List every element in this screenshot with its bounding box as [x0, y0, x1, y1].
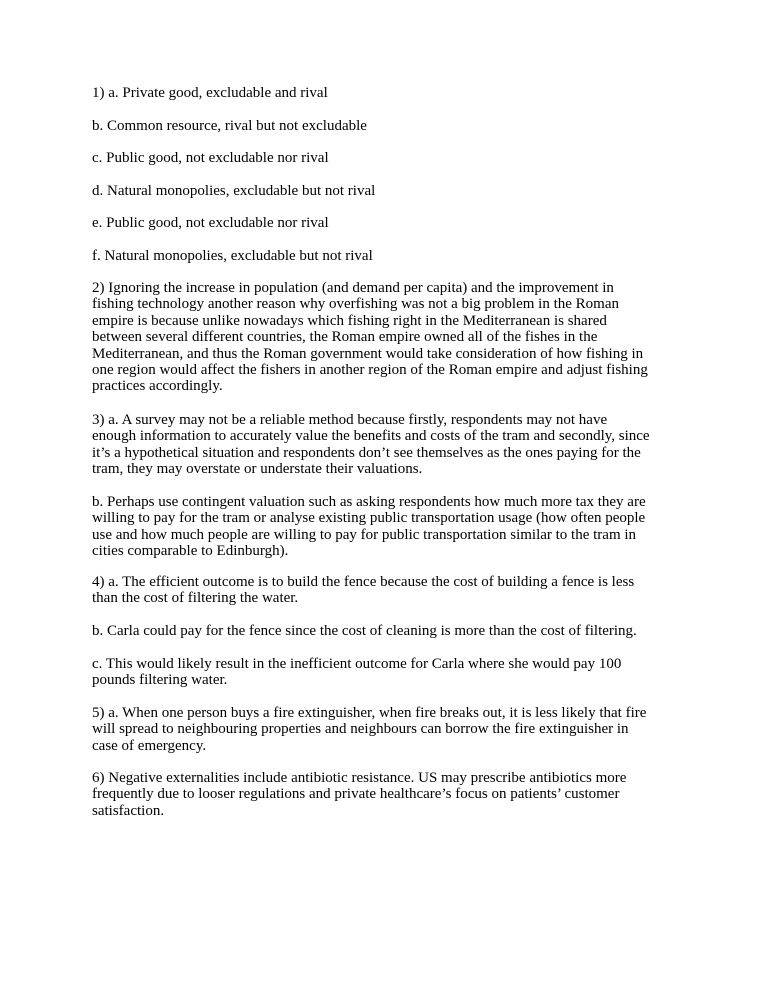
paragraph — [92, 215, 329, 231]
text-line: e. Public good, not excludable nor rival — [92, 215, 329, 231]
text-line: 2) Ignoring the increase in population (and demand per capita) and the improvement in — [92, 280, 614, 296]
paragraph — [92, 280, 648, 395]
text-line: f. Natural monopolies, excludable but not rival — [92, 248, 373, 264]
text-line: c. Public good, not excludable nor rival — [92, 150, 329, 166]
text-line: b. Carla could pay for the fence since the cost of cleaning is more than the cost of filtering. — [92, 623, 637, 639]
paragraph — [92, 150, 329, 166]
text-line: pounds filtering water. — [92, 672, 228, 689]
text-line: between several different countries, the Roman empire owned all of the fishes in the — [92, 329, 598, 346]
text-line: willing to pay for the tram or analyse existing public transportation usage (how often people — [92, 510, 646, 527]
paragraph — [92, 574, 634, 607]
text-line: 5) a. When one person buys a fire extinguisher, when fire breaks out, it is less likely that fire — [92, 705, 647, 721]
text-line: b. Common resource, rival but not excludable — [92, 118, 367, 134]
text-line: satisfaction. — [92, 802, 165, 819]
text-line: use and how much people are willing to pay for public transportation similar to the tram in — [92, 526, 637, 543]
text-line: it’s a hypothetical situation and respondents don’t see themselves as the ones paying for the — [92, 444, 641, 461]
text-line: 1) a. Private good, excludable and rival — [92, 85, 328, 101]
text-line: will spread to neighbouring properties and neighbours can borrow the fire extinguisher in — [92, 721, 629, 738]
text-line: empire is because unlike nowadays which fishing right in the Mediterranean is shared — [92, 312, 607, 329]
text-line: d. Natural monopolies, excludable but not rival — [92, 183, 376, 199]
paragraph — [92, 85, 328, 101]
text-line: c. This would likely result in the inefficient outcome for Carla where she would pay 100 — [92, 656, 622, 672]
paragraph — [92, 623, 637, 639]
text-line: Mediterranean, and thus the Roman government would take consideration of how fishing in — [92, 345, 644, 362]
paragraph — [92, 118, 367, 134]
text-line: 6) Negative externalities include antibiotic resistance. US may prescribe antibiotics more — [92, 770, 627, 786]
text-line: one region would affect the fishers in another region of the Roman empire and adjust fishing — [92, 361, 648, 378]
text-line: b. Perhaps use contingent valuation such as asking respondents how much more tax they are — [92, 494, 646, 510]
text-line: enough information to accurately value the benefits and costs of the tram and secondly, since — [92, 428, 650, 445]
text-line: fishing technology another reason why overfishing was not a big problem in the Roman — [92, 296, 619, 313]
paragraph — [92, 494, 646, 560]
paragraph — [92, 656, 621, 689]
text-line: cities comparable to Edinburgh). — [92, 543, 289, 560]
text-line: practices accordingly. — [92, 378, 223, 395]
paragraph — [92, 248, 373, 264]
paragraph — [92, 183, 375, 199]
text-line: case of emergency. — [92, 737, 207, 754]
paragraph — [92, 705, 646, 754]
paragraph — [92, 412, 650, 478]
text-line: 3) a. A survey may not be a reliable method because firstly, respondents may not have — [92, 412, 608, 428]
text-line: 4) a. The efficient outcome is to build the fence because the cost of building a fence is less — [92, 574, 635, 590]
text-line: than the cost of filtering the water. — [92, 590, 299, 607]
paragraph — [92, 770, 626, 819]
text-line: frequently due to looser regulations and private healthcare’s focus on patients’ customer — [92, 786, 620, 803]
text-line: tram, they may overstate or understate their valuations. — [92, 461, 423, 478]
